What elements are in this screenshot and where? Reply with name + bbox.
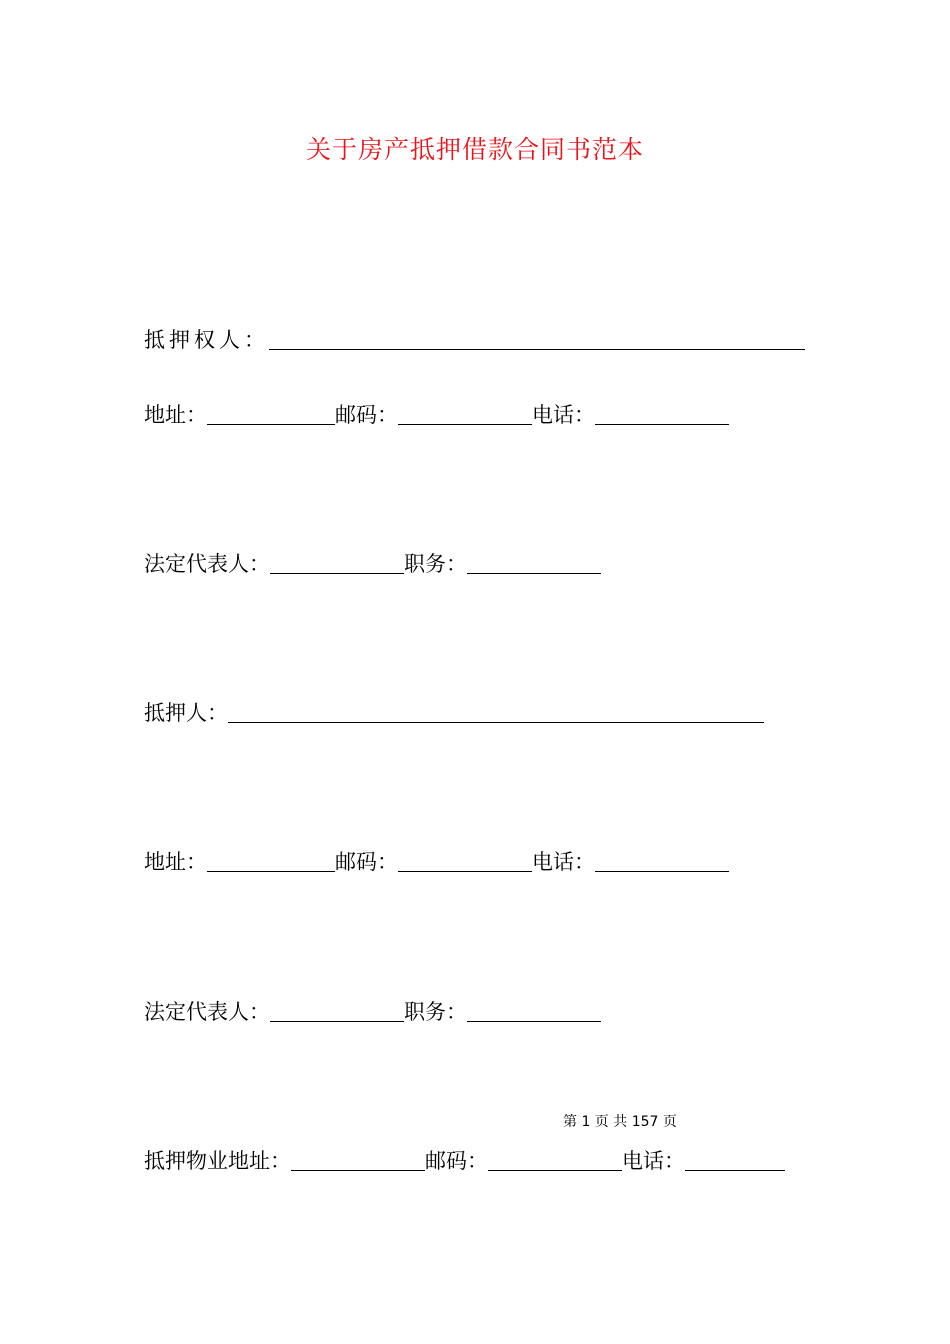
phone-blank <box>595 422 729 425</box>
position-label: 职务： <box>404 1000 467 1024</box>
address-blank <box>207 422 335 425</box>
document-title: 关于房产抵押借款合同书范本 <box>305 135 644 164</box>
position-blank <box>467 1019 601 1022</box>
mortgagee-blank <box>269 347 805 350</box>
property-address-blank <box>291 1168 425 1171</box>
position-blank <box>467 571 601 574</box>
legal-rep-blank <box>270 571 404 574</box>
position-label: 职务： <box>404 552 467 576</box>
legal-rep-blank <box>270 1019 404 1022</box>
postcode-blank <box>488 1168 622 1171</box>
phone-label: 电话： <box>532 850 595 874</box>
mortgagee-row <box>144 324 805 354</box>
mortgagee-rep-row <box>144 548 601 578</box>
mortgagor-contact-row <box>144 846 729 876</box>
mortgagor-label: 抵押人： <box>144 701 228 725</box>
postcode-label: 邮码： <box>335 403 398 427</box>
phone-label: 电话： <box>532 403 595 427</box>
mortgagor-rep-row <box>144 996 601 1026</box>
property-address-label: 抵押物业地址： <box>144 1149 291 1173</box>
address-label: 地址： <box>144 403 207 427</box>
address-label: 地址： <box>144 850 207 874</box>
mortgagee-contact-row <box>144 399 729 429</box>
phone-label: 电话： <box>622 1149 685 1173</box>
page-number: 第 1 页 共 157 页 <box>563 1114 677 1130</box>
postcode-label: 邮码： <box>335 850 398 874</box>
legal-rep-label: 法定代表人： <box>144 552 270 576</box>
postcode-blank <box>398 869 532 872</box>
mortgagor-blank <box>228 720 764 723</box>
mortgagee-label: 抵押权人： <box>144 328 269 352</box>
property-row <box>144 1145 785 1175</box>
legal-rep-label: 法定代表人： <box>144 1000 270 1024</box>
phone-blank <box>685 1168 785 1171</box>
address-blank <box>207 869 335 872</box>
postcode-blank <box>398 422 532 425</box>
mortgagor-row <box>144 697 764 727</box>
phone-blank <box>595 869 729 872</box>
postcode-label: 邮码： <box>425 1149 488 1173</box>
